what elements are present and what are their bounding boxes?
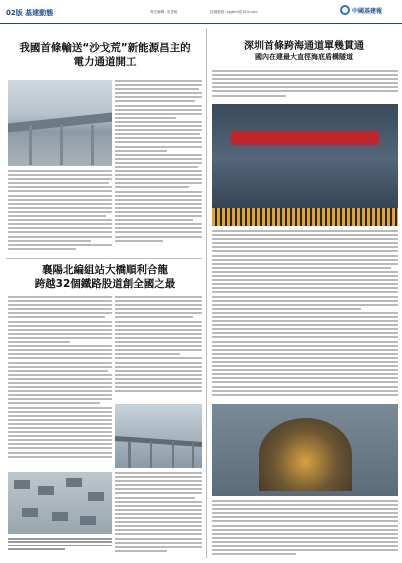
article-2-photo-tunnel (212, 404, 398, 496)
article-3-title-line-1: 襄陽北編組站大橋順利合龍 (42, 264, 168, 276)
article-3-title-line-2: 跨越32個鐵路股道創全國之最 (34, 277, 176, 290)
article-1-headline (8, 42, 202, 69)
article-3-body-right (115, 296, 202, 400)
article-1-title-line-1: 我國首條輸送“沙戈荒”新能源昌主的 (19, 42, 191, 54)
logo-icon (340, 5, 350, 15)
article-2-body (212, 230, 398, 402)
page-section-label: 02版 基建動態 (6, 9, 54, 17)
article-2-title-line-1: 深圳首條跨海通道單幾貫通 (244, 41, 364, 52)
article-2-title-line-2: 國內在建最大直徑海底盾構隧道 (255, 53, 353, 61)
article-2-body-lower (212, 500, 398, 558)
article-1-title-line-2: 電力通道開工 (73, 55, 137, 68)
article-1-body-left (8, 170, 112, 252)
tunnel-shape (259, 418, 352, 492)
article-1-body-right (115, 80, 202, 250)
section-divider (6, 258, 202, 259)
editor-credit: 責任編輯: 黃思敏 (150, 10, 178, 14)
submission-email: 投稿郵箱: zgjbhk@163.com (210, 10, 258, 14)
article-3-body-left (8, 296, 112, 466)
article-2-lead (212, 70, 398, 102)
article-2-photo-ceremony (212, 104, 398, 226)
article-1-photo (8, 80, 112, 166)
page-header (0, 0, 402, 24)
newspaper-logo (340, 5, 382, 15)
article-2-headline (212, 40, 396, 62)
ceremony-banner-shape (231, 131, 380, 145)
article-3-photo-caption (8, 538, 112, 560)
column-divider (206, 28, 207, 558)
article-3-body-right-lower (115, 472, 202, 558)
crowd-shape (212, 208, 398, 226)
article-3-photo-bridge-closure (115, 404, 202, 468)
article-3-headline (8, 264, 202, 291)
logo-text: 中國基建報 (352, 7, 383, 15)
article-3-photo-rail-yard (8, 472, 112, 534)
